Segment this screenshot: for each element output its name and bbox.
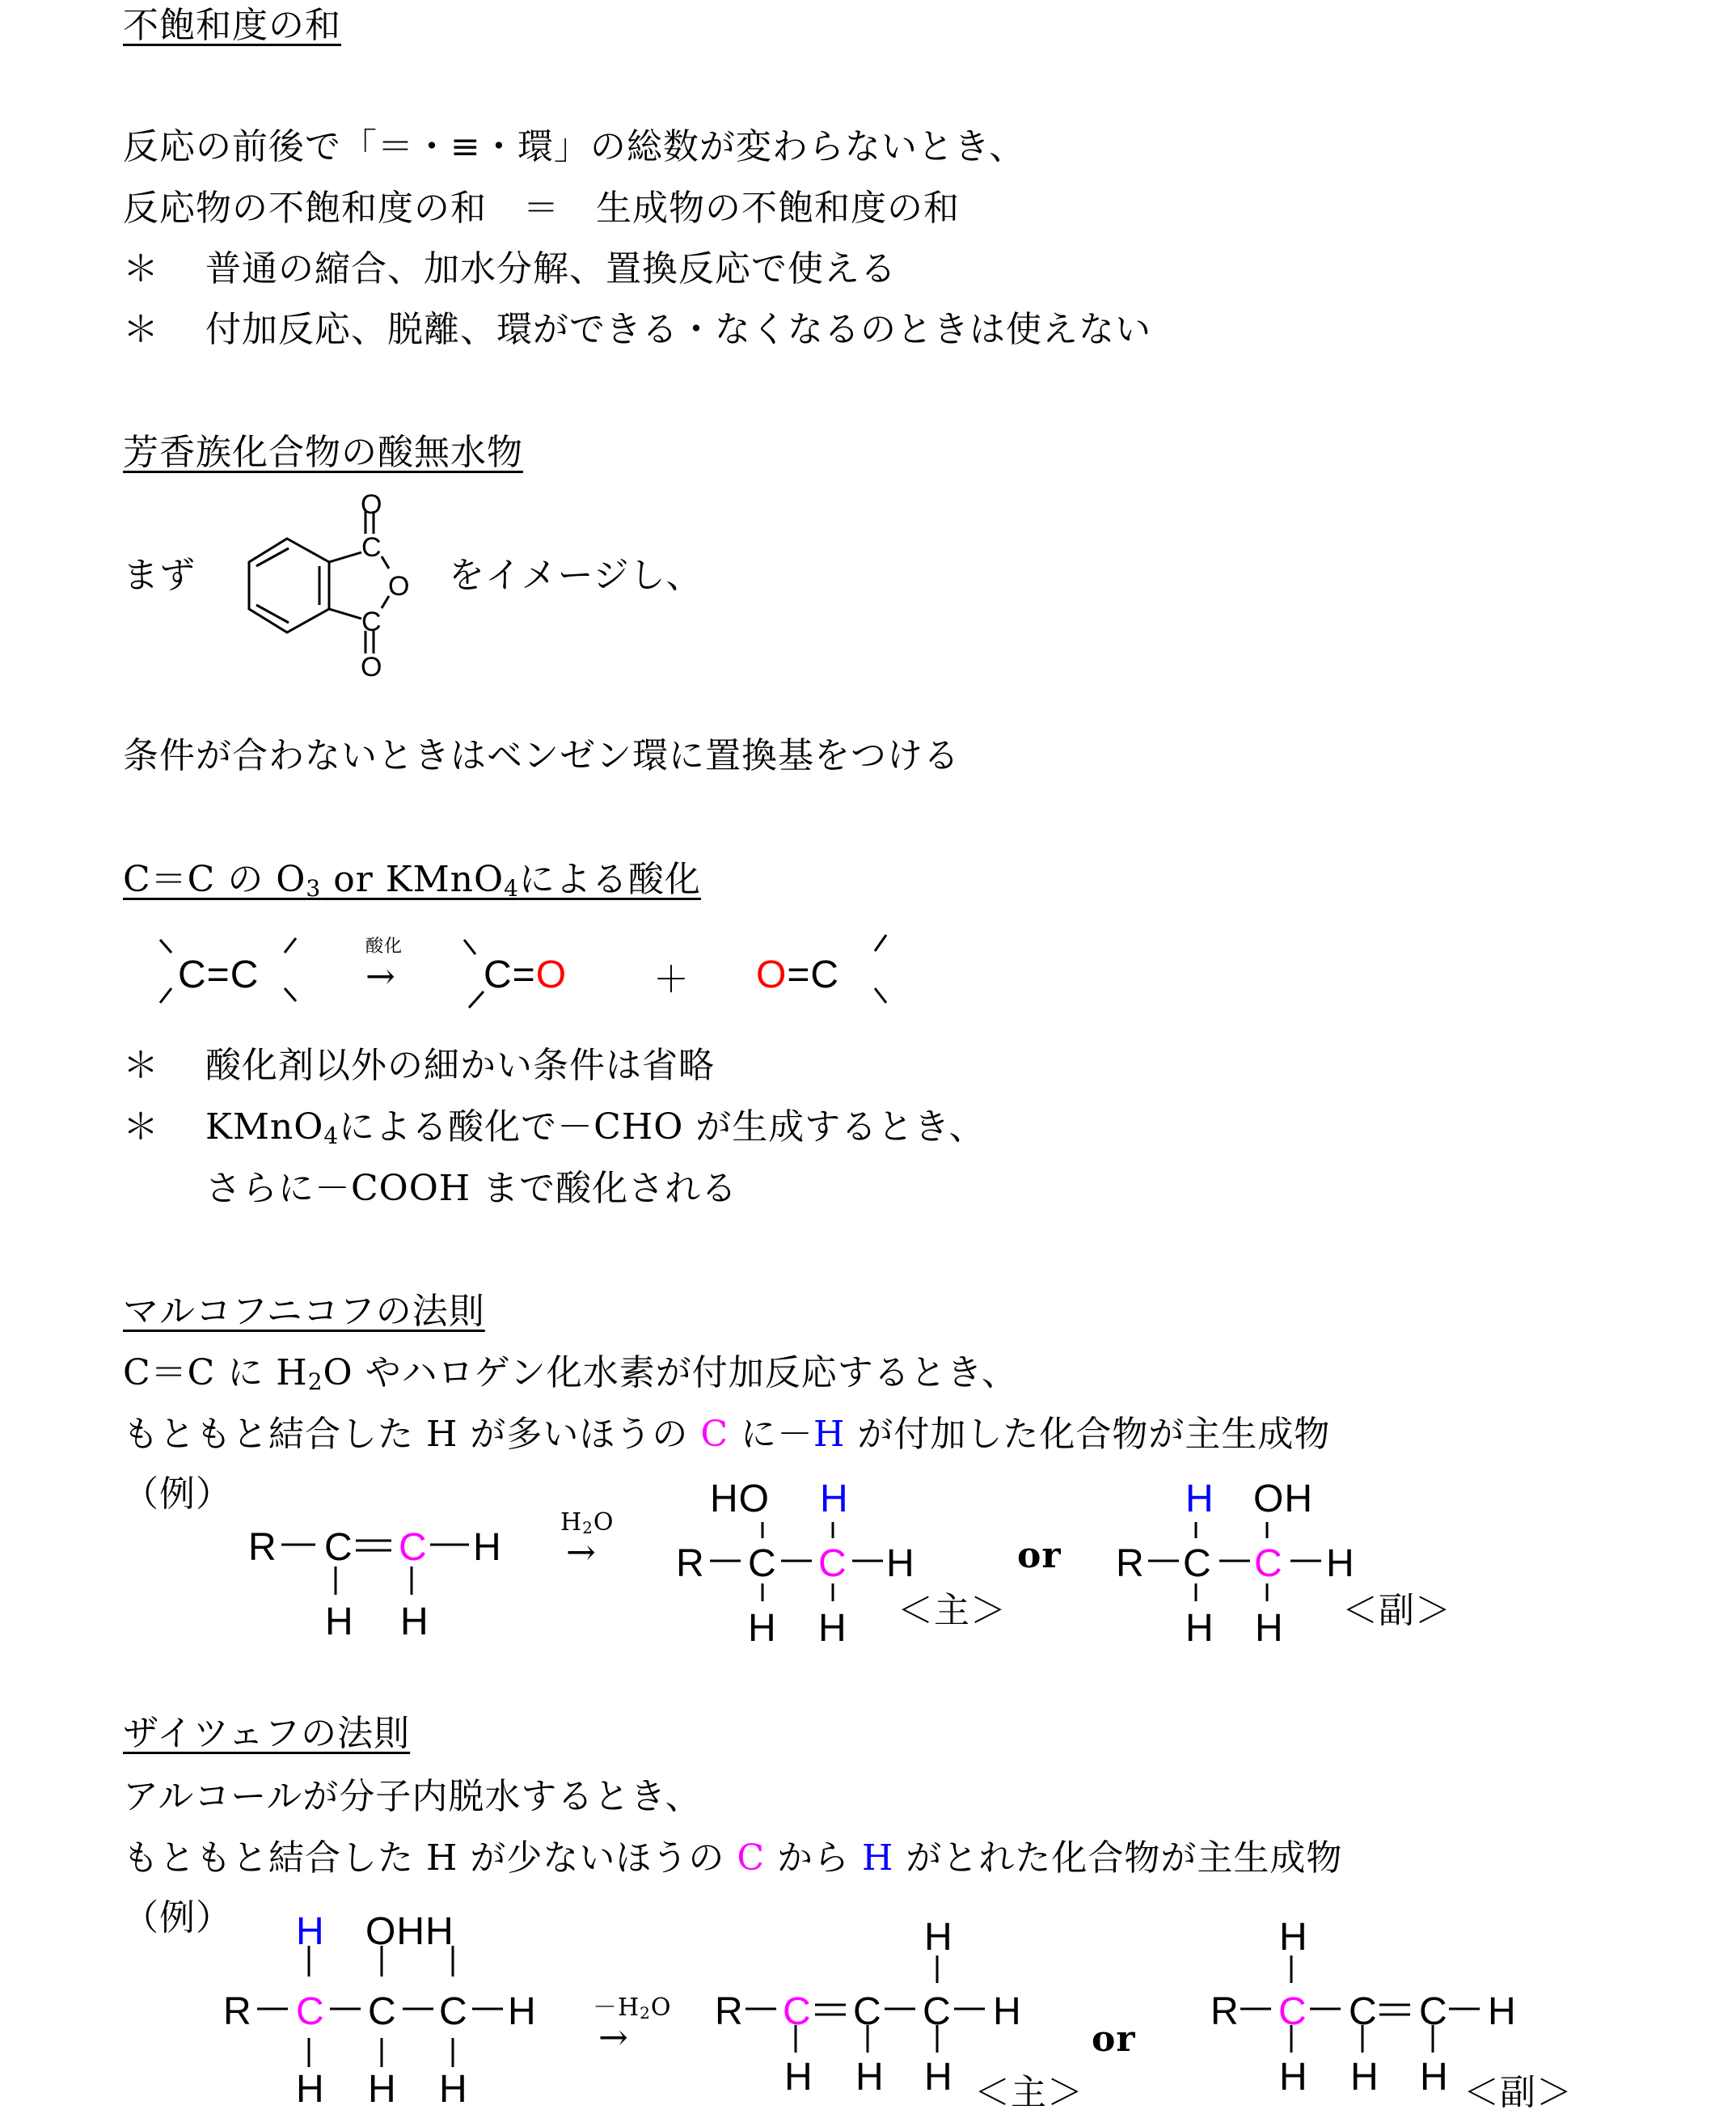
unsaturation-line-2: 反応物の不飽和度の和 ＝ 生成物の不飽和度の和 xyxy=(123,188,960,229)
atom-carbon-highlight: C xyxy=(818,1542,847,1585)
atom-oxygen: O xyxy=(361,652,383,683)
oxidation-note-2-cont: さらに－COOH まで酸化される xyxy=(205,1168,738,1209)
note-asterisk: ＊ xyxy=(123,1045,159,1086)
markovnikov-line-1: C＝C に $H_2O$ やハロゲン化水素が付加反応するとき、 xyxy=(123,1352,1018,1395)
reaction-arrow: → xyxy=(566,1532,597,1573)
atom-hydrogen-highlight: H xyxy=(296,1910,325,1953)
atom-carbon-highlight: C xyxy=(1278,1990,1307,2033)
unsaturation-note-1: 普通の縮合、加水分解、置換反応で使える xyxy=(205,248,897,290)
or-label: or xyxy=(1092,2019,1136,2060)
major-product-label: ＜主＞ xyxy=(898,1590,1007,1631)
atom-hydrogen: H xyxy=(1279,1916,1308,1959)
atom-carbon-highlight: C xyxy=(296,1990,325,2033)
product-carbonyl-2: O=C xyxy=(756,953,840,996)
atom-hydrogen: H xyxy=(818,1607,847,1650)
atom-carbon: C xyxy=(1419,1990,1448,2033)
atom-carbon: C xyxy=(1349,1990,1378,2033)
atom-hydrogen: H xyxy=(1488,1990,1517,2033)
reaction-arrow: → xyxy=(365,956,396,997)
oxidation-note-2: KMnO$_4$による酸化で－CHO が生成するとき、 xyxy=(205,1106,986,1149)
section-title-oxidation: C＝C の $O_3$ or KMnO$_4$による酸化 xyxy=(123,859,701,902)
or-label: or xyxy=(1017,1535,1062,1576)
section-title-zaitsev: ザイツェフの法則 xyxy=(123,1713,411,1754)
minor-product-label: ＜副＞ xyxy=(1342,1590,1451,1631)
unsaturation-note-2: 付加反応、脱離、環ができる・なくなるのときは使えない xyxy=(205,309,1151,350)
atom-hydrogen: H xyxy=(1279,2056,1308,2099)
atom-carbon: C xyxy=(748,1542,777,1585)
atom-oxygen: O xyxy=(361,489,383,520)
atom-r: R xyxy=(248,1526,277,1569)
section-title-markovnikov: マルコフニコフの法則 xyxy=(123,1291,485,1332)
reactant-alkene: C=C xyxy=(178,953,260,996)
atom-hydrogen: H xyxy=(924,2056,953,2099)
note-asterisk: ＊ xyxy=(123,309,159,350)
atom-hydrogen: H xyxy=(1420,2056,1449,2099)
section-title-unsaturation: 不飽和度の和 xyxy=(123,5,341,46)
markovnikov-line-2: もともと結合した H が多いほうの C に－H が付加した化合物が主生成物 xyxy=(123,1414,1331,1455)
product-carbonyl-1: C=O xyxy=(484,953,568,996)
section-title-anhydride: 芳香族化合物の酸無水物 xyxy=(123,432,523,473)
atom-carbon: C xyxy=(1183,1542,1212,1585)
atom-hydrogen-highlight: H xyxy=(820,1478,849,1520)
zaitsev-line-2: もともと結合した H が少ないほうの C から H がとれた化合物が主生成物 xyxy=(123,1837,1343,1879)
atom-hydrogen: H xyxy=(1326,1542,1355,1585)
atom-carbon: C xyxy=(324,1526,353,1569)
example-label: （例） xyxy=(123,1473,232,1515)
atom-carbon-highlight: C xyxy=(1254,1542,1283,1585)
anhydride-line-2: 条件が合わないときはベンゼン環に置換基をつける xyxy=(123,735,960,776)
example-label: （例） xyxy=(123,1897,232,1939)
atom-hydrogen: H xyxy=(855,2056,885,2099)
atom-carbon: C xyxy=(853,1990,882,2033)
atom-hydrogen: H xyxy=(993,1990,1022,2033)
atom-hydroxyl: HO xyxy=(710,1478,770,1520)
anhydride-suffix: をイメージし、 xyxy=(449,555,703,596)
atom-carbon-highlight: C xyxy=(783,1990,812,2033)
major-product-label: ＜主＞ xyxy=(974,2072,1083,2113)
minor-product-label: ＜副＞ xyxy=(1464,2072,1573,2113)
atom-hydrogen: H xyxy=(325,1600,354,1643)
reagent-label: $-H_2O$ xyxy=(593,1994,672,2023)
atom-carbon: C xyxy=(439,1990,468,2033)
atom-hydrogen: H xyxy=(1255,1607,1284,1650)
plus-sign: ＋ xyxy=(653,959,690,1000)
atom-carbon-highlight: C xyxy=(399,1526,428,1569)
atom-hydrogen: H xyxy=(368,2068,397,2111)
atom-hydrogen: H xyxy=(296,2068,325,2111)
atom-hydrogen: H xyxy=(886,1542,915,1585)
atom-carbon: C xyxy=(361,532,382,563)
atom-hydrogen: H xyxy=(439,2068,468,2111)
atom-hydrogen-highlight: H xyxy=(1185,1478,1214,1520)
atom-r: R xyxy=(1210,1990,1240,2033)
atom-hydroxyl: OH xyxy=(1253,1478,1313,1520)
atom-hydrogen: H xyxy=(1185,1607,1214,1650)
arrow-label: 酸化 xyxy=(365,937,403,957)
reagent-label: $H_2O$ xyxy=(560,1508,615,1537)
atom-carbon: C xyxy=(368,1990,397,2033)
atom-hydrogen: H xyxy=(473,1526,502,1569)
atom-hydrogen: H xyxy=(924,1916,953,1959)
note-asterisk: ＊ xyxy=(123,1106,159,1148)
atom-hydrogen: H xyxy=(400,1600,429,1643)
atom-hydrogen: H xyxy=(748,1607,777,1650)
atom-hydrogen: H xyxy=(508,1990,537,2033)
atom-oxygen: O xyxy=(388,571,411,602)
atom-hydrogen: H xyxy=(1350,2056,1379,2099)
atom-r: R xyxy=(1116,1542,1145,1585)
atom-hydroxyl-hydrogen: OHH xyxy=(365,1910,454,1953)
atom-hydrogen: H xyxy=(784,2056,813,2099)
atom-r: R xyxy=(715,1990,744,2033)
atom-carbon: C xyxy=(923,1990,952,2033)
anhydride-prefix: まず xyxy=(123,555,196,596)
zaitsev-line-1: アルコールが分子内脱水するとき、 xyxy=(123,1776,702,1817)
reaction-arrow: → xyxy=(598,2017,629,2058)
atom-carbon: C xyxy=(361,607,382,637)
atom-r: R xyxy=(676,1542,705,1585)
atom-r: R xyxy=(223,1990,252,2033)
oxidation-note-1: 酸化剤以外の細かい条件は省略 xyxy=(205,1045,715,1086)
note-asterisk: ＊ xyxy=(123,248,159,290)
unsaturation-line-1: 反応の前後で「＝・≡・環」の総数が変わらないとき、 xyxy=(123,126,1026,167)
